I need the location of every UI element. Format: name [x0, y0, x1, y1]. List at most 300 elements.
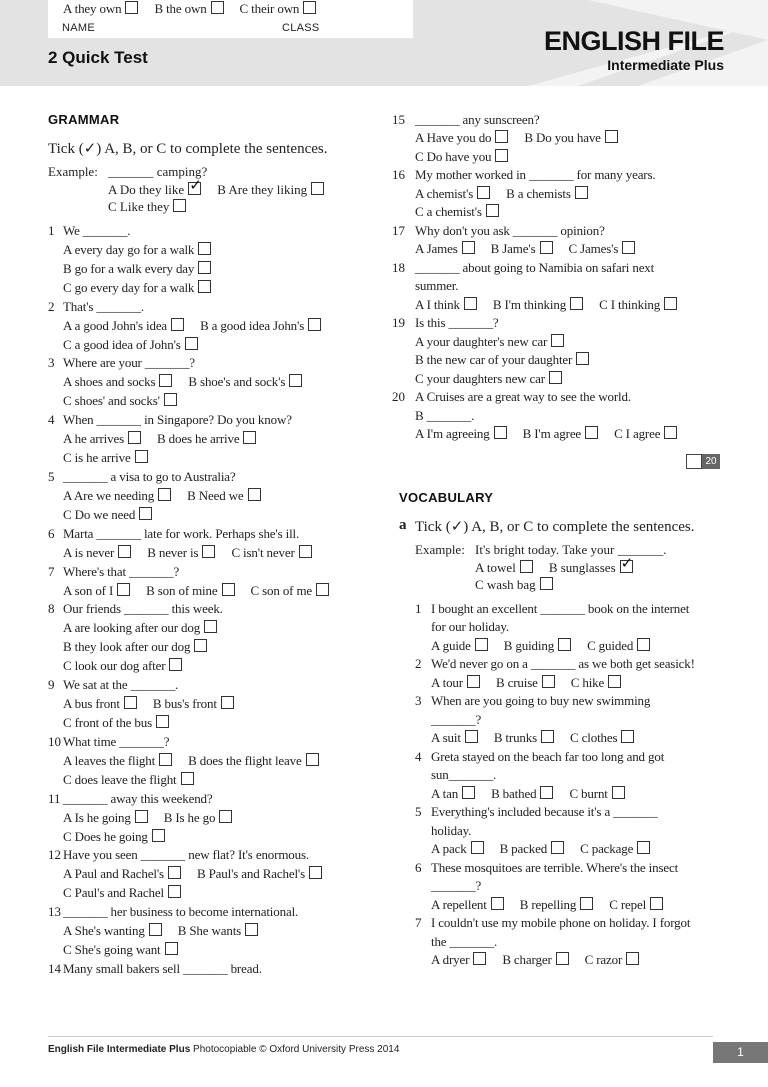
- answer-checkbox[interactable]: [308, 318, 321, 331]
- question-number: 13: [48, 904, 61, 919]
- option-text: B does the flight leave: [188, 753, 302, 768]
- option-text: B bus's front: [152, 696, 217, 711]
- answer-checkbox[interactable]: [221, 696, 234, 709]
- answer-checkbox[interactable]: [165, 942, 178, 955]
- answer-checkbox[interactable]: [198, 280, 211, 293]
- option-text: C front of the bus: [63, 715, 153, 730]
- option-text: A tour: [431, 675, 463, 690]
- question-number: 2: [48, 299, 55, 314]
- answer-checkbox[interactable]: [168, 885, 181, 898]
- answer-checkbox[interactable]: [219, 810, 232, 823]
- answer-options: [415, 425, 693, 442]
- question-text: [431, 618, 509, 635]
- question-number: 4: [415, 749, 422, 764]
- option-text: A son of I: [63, 583, 114, 598]
- question-text: [63, 354, 195, 371]
- answer-options: [63, 449, 164, 466]
- answer-checkbox[interactable]: [664, 297, 677, 310]
- answer-options: [63, 373, 318, 390]
- question-number: 2: [415, 656, 422, 671]
- option-text: holiday.: [431, 823, 472, 838]
- question-number: 9: [48, 677, 55, 692]
- option-text: C a chemist's: [415, 204, 482, 219]
- answer-checkbox[interactable]: [473, 952, 486, 965]
- answer-checkbox[interactable]: [477, 186, 490, 199]
- question-number: 7: [415, 915, 422, 930]
- option-text: These mosquitoes are terrible. Where's the insect: [431, 860, 679, 875]
- answer-checkbox[interactable]: [637, 638, 650, 651]
- answer-checkbox[interactable]: [462, 241, 475, 254]
- answer-checkbox[interactable]: [159, 374, 172, 387]
- question-number: 7: [48, 564, 55, 579]
- question-text: [63, 903, 298, 920]
- question-text: [63, 846, 309, 863]
- option-text: B Do you have: [524, 130, 601, 145]
- answer-checkbox[interactable]: [173, 199, 186, 212]
- question-text: [431, 914, 690, 931]
- question-text: [63, 563, 179, 580]
- answer-checkbox[interactable]: [128, 431, 141, 444]
- question-text: [415, 222, 605, 239]
- answer-checkbox[interactable]: [540, 241, 553, 254]
- option-text: That's _______.: [63, 299, 144, 314]
- answer-checkbox[interactable]: [556, 952, 569, 965]
- example-option-c: C Like they: [108, 198, 202, 215]
- answer-checkbox[interactable]: [494, 426, 507, 439]
- question-number: 6: [48, 526, 55, 541]
- option-text: C She's going want: [63, 942, 161, 957]
- answer-checkbox[interactable]: [164, 393, 177, 406]
- option-text: Where are your _______?: [63, 355, 195, 370]
- answer-options: [431, 674, 637, 691]
- answer-options: [415, 333, 580, 350]
- option-text: A shoes and socks: [63, 374, 156, 389]
- option-text: C Do we need: [63, 507, 136, 522]
- answer-options: [415, 296, 693, 313]
- vocabulary-heading: VOCABULARY: [399, 490, 494, 505]
- answer-options: [63, 0, 332, 17]
- question-number: 5: [48, 469, 55, 484]
- answer-checkbox[interactable]: [125, 1, 138, 14]
- answer-checkbox[interactable]: [135, 450, 148, 463]
- option-text: Have you seen _______ new flat? It's enormous.: [63, 847, 309, 862]
- footer-divider: [48, 1036, 713, 1037]
- option-text: _______ any sunscreen?: [415, 112, 540, 127]
- option-text: C is he arrive: [63, 450, 131, 465]
- option-text: C Paul's and Rachel: [63, 885, 164, 900]
- answer-checkbox[interactable]: [188, 176, 202, 195]
- question-text: [431, 600, 689, 617]
- question-number: 6: [415, 860, 422, 875]
- option-text: A I'm agreeing: [415, 426, 490, 441]
- answer-checkbox[interactable]: [465, 730, 478, 743]
- answer-checkbox[interactable]: [620, 554, 634, 573]
- score-input[interactable]: [686, 454, 702, 469]
- option-text: A is never: [63, 545, 115, 560]
- answer-checkbox[interactable]: [471, 841, 484, 854]
- option-text: I couldn't use my mobile phone on holiday. I forgot: [431, 915, 691, 930]
- answer-options: [63, 279, 227, 296]
- answer-checkbox[interactable]: [486, 204, 499, 217]
- option-text: for our holiday.: [431, 619, 509, 634]
- option-text: Greta stayed on the beach far too long and got: [431, 749, 665, 764]
- option-text: C hike: [570, 675, 605, 690]
- answer-checkbox[interactable]: [580, 897, 593, 910]
- option-text: C repel: [609, 897, 647, 912]
- answer-checkbox[interactable]: [198, 242, 211, 255]
- question-text: [63, 411, 292, 428]
- answer-options: [63, 260, 227, 277]
- example-stem: It's bright today. Take your _______.: [475, 542, 667, 557]
- option-text: Where's that _______?: [63, 564, 180, 579]
- question-text: [63, 676, 178, 693]
- answer-checkbox[interactable]: [124, 696, 137, 709]
- option-text: C I agree: [614, 426, 661, 441]
- answer-checkbox[interactable]: [306, 753, 319, 766]
- option-text: C go every day for a walk: [63, 280, 195, 295]
- answer-options: [63, 392, 193, 409]
- answer-checkbox[interactable]: [194, 639, 207, 652]
- option-text: C their own: [239, 1, 300, 16]
- answer-checkbox[interactable]: [309, 866, 322, 879]
- option-text: A every day go for a walk: [63, 242, 195, 257]
- option-text: _______ a visa to go to Australia?: [63, 469, 236, 484]
- question-number: 1: [48, 223, 55, 238]
- question-text: [63, 525, 299, 542]
- question-text: [63, 600, 223, 617]
- option-text: A She's wanting: [63, 923, 145, 938]
- answer-checkbox[interactable]: [139, 507, 152, 520]
- answer-checkbox[interactable]: [181, 772, 194, 785]
- answer-checkbox[interactable]: [650, 897, 663, 910]
- answer-checkbox[interactable]: [467, 675, 480, 688]
- answer-checkbox[interactable]: [558, 638, 571, 651]
- answer-options: [415, 148, 524, 165]
- option-text: C son of me: [250, 583, 313, 598]
- option-text: I bought an excellent _______ book on the internet: [431, 601, 690, 616]
- option-text: B son of mine: [146, 583, 218, 598]
- option-text: the _______.: [431, 934, 498, 949]
- option-text: B packed: [499, 841, 548, 856]
- example-label: Example:: [415, 542, 465, 557]
- option-text: C Do have you: [415, 149, 492, 164]
- option-text: B trunks: [493, 730, 538, 745]
- answer-checkbox[interactable]: [117, 583, 130, 596]
- answer-checkbox[interactable]: [222, 583, 235, 596]
- option-text: C guided: [587, 638, 634, 653]
- answer-checkbox[interactable]: [204, 620, 217, 633]
- question-text: [431, 859, 678, 876]
- answer-checkbox[interactable]: [551, 334, 564, 347]
- tick-icon: ✓: [620, 554, 634, 572]
- option-text: B Is he go: [163, 810, 216, 825]
- question-text: [63, 960, 262, 977]
- question-number: 19: [392, 315, 405, 330]
- answer-options: [63, 865, 338, 882]
- example-option-a: A towel B sunglasses ✓: [475, 554, 634, 575]
- question-text: [431, 803, 658, 820]
- grammar-score-box: [686, 454, 720, 469]
- answer-checkbox[interactable]: [168, 866, 181, 879]
- answer-checkbox[interactable]: [118, 545, 131, 558]
- option-text: _______ about going to Namibia on safari next: [415, 260, 655, 275]
- question-text: [63, 468, 236, 485]
- question-text: [415, 314, 499, 331]
- answer-options: [63, 506, 168, 523]
- vocab-part-label: a: [399, 517, 407, 533]
- question-number: 18: [392, 260, 405, 275]
- answer-options: [415, 185, 604, 202]
- question-number: 17: [392, 223, 405, 238]
- answer-checkbox[interactable]: [475, 638, 488, 651]
- footer-copyright: Photocopiable © Oxford University Press 2014: [193, 1044, 400, 1055]
- answer-checkbox[interactable]: [540, 577, 553, 590]
- question-number: 3: [415, 693, 422, 708]
- option-text: A are looking after our dog: [63, 620, 201, 635]
- example-label: Example:: [48, 164, 98, 179]
- option-text: A they own: [63, 1, 122, 16]
- option-text: A tan: [431, 786, 459, 801]
- answer-checkbox[interactable]: [575, 186, 588, 199]
- option-text: A your daughter's new car: [415, 334, 548, 349]
- answer-checkbox[interactable]: [551, 841, 564, 854]
- answer-checkbox[interactable]: [149, 923, 162, 936]
- answer-checkbox[interactable]: [576, 352, 589, 365]
- question-number: 4: [48, 412, 55, 427]
- option-text: C does leave the flight: [63, 772, 177, 787]
- answer-checkbox[interactable]: [541, 730, 554, 743]
- example-option-a: A Do they like ✓ B Are they liking: [108, 181, 340, 198]
- option-text: B the new car of your daughter: [415, 352, 573, 367]
- answer-checkbox[interactable]: [202, 545, 215, 558]
- option-text: B I'm agree: [522, 426, 582, 441]
- option-text: A guide: [431, 638, 471, 653]
- question-number: 11: [48, 791, 61, 806]
- answer-options: [431, 896, 679, 913]
- answer-checkbox[interactable]: [245, 923, 258, 936]
- option-text: A repellent: [431, 897, 487, 912]
- brand-title: ENGLISH FILE: [543, 26, 724, 56]
- answer-checkbox[interactable]: [626, 952, 639, 965]
- answer-checkbox[interactable]: [608, 675, 621, 688]
- option-text: B cruise: [495, 675, 538, 690]
- question-number: 12: [48, 847, 61, 862]
- answer-checkbox[interactable]: [637, 841, 650, 854]
- question-text: [63, 298, 144, 315]
- option-text: A he arrives: [63, 431, 125, 446]
- option-text: A Paul and Rachel's: [63, 866, 164, 881]
- option-text: B She wants: [177, 923, 242, 938]
- question-text: [431, 711, 481, 728]
- answer-checkbox[interactable]: [316, 583, 329, 596]
- answer-options: [415, 351, 605, 368]
- answer-options: [63, 922, 274, 939]
- vocabulary-instruction: Tick (✓) A, B, or C to complete the sentences.: [415, 519, 695, 535]
- answer-checkbox[interactable]: [464, 297, 477, 310]
- question-number: 14: [48, 961, 61, 976]
- option-text: B charger: [502, 952, 552, 967]
- answer-checkbox[interactable]: [135, 810, 148, 823]
- option-text: A Are we needing: [63, 488, 155, 503]
- answer-options: [63, 752, 335, 769]
- question-text: [415, 111, 540, 128]
- answer-checkbox[interactable]: [664, 426, 677, 439]
- question-text: [415, 166, 656, 183]
- answer-checkbox[interactable]: [158, 488, 171, 501]
- question-text: [63, 222, 130, 239]
- score-total: 20: [702, 454, 720, 469]
- answer-options: [63, 809, 248, 826]
- option-text: A Have you do: [415, 130, 492, 145]
- answer-checkbox[interactable]: [185, 337, 198, 350]
- question-text: [431, 877, 481, 894]
- example-stem: _______ camping?: [108, 164, 208, 179]
- option-text: B they look after our dog: [63, 639, 191, 654]
- option-text: A dryer: [431, 952, 470, 967]
- answer-checkbox[interactable]: [491, 897, 504, 910]
- option-text: A Is he going: [63, 810, 131, 825]
- answer-checkbox[interactable]: [171, 318, 184, 331]
- question-text: [415, 388, 631, 405]
- option-text: C clothes: [570, 730, 618, 745]
- question-number: 1: [415, 601, 422, 616]
- option-text: A leaves the flight: [63, 753, 156, 768]
- answer-checkbox[interactable]: [585, 426, 598, 439]
- option-text: B does he arrive: [157, 431, 240, 446]
- option-text: B bathed: [491, 786, 537, 801]
- answer-checkbox[interactable]: [248, 488, 261, 501]
- question-text: [415, 407, 474, 424]
- option-text: B Need we: [187, 488, 244, 503]
- option-text: C razor: [584, 952, 623, 967]
- answer-checkbox[interactable]: [159, 753, 172, 766]
- option-text: C Does he going: [63, 829, 148, 844]
- option-text: B guiding: [503, 638, 555, 653]
- answer-checkbox[interactable]: [612, 786, 625, 799]
- question-text: [431, 822, 471, 839]
- option-text: A pack: [431, 841, 467, 856]
- answer-checkbox[interactable]: [198, 261, 211, 274]
- option-text: A chemist's: [415, 186, 474, 201]
- question-text: [63, 733, 169, 750]
- option-text: B the own: [154, 1, 207, 16]
- question-number: 3: [48, 355, 55, 370]
- grammar-instruction: Tick (✓) A, B, or C to complete the sentences.: [48, 141, 328, 157]
- option-text: Everything's included because it's a _______: [431, 804, 658, 819]
- option-text: C package: [580, 841, 634, 856]
- option-text: When are you going to buy new swimming: [431, 693, 651, 708]
- option-text: C your daughters new car: [415, 371, 545, 386]
- answer-checkbox[interactable]: [462, 786, 475, 799]
- question-text: [415, 277, 458, 294]
- answer-checkbox[interactable]: [495, 130, 508, 143]
- option-text: Many small bakers sell _______ bread.: [63, 961, 262, 976]
- option-text: A I think: [415, 297, 460, 312]
- option-text: C I thinking: [599, 297, 661, 312]
- option-text: B repelling: [519, 897, 577, 912]
- option-text: sun_______.: [431, 767, 497, 782]
- answer-checkbox[interactable]: [520, 560, 533, 573]
- answer-checkbox[interactable]: [299, 545, 312, 558]
- answer-checkbox[interactable]: [289, 374, 302, 387]
- answer-checkbox[interactable]: [311, 182, 324, 195]
- answer-checkbox[interactable]: [211, 1, 224, 14]
- option-text: What time _______?: [63, 734, 170, 749]
- question-text: [431, 748, 664, 765]
- option-text: B shoe's and sock's: [188, 374, 286, 389]
- grammar-heading: GRAMMAR: [48, 112, 120, 127]
- page-number: 1: [713, 1042, 768, 1063]
- answer-options: [63, 941, 194, 958]
- answer-checkbox[interactable]: [495, 149, 508, 162]
- option-text: B a chemists: [506, 186, 571, 201]
- option-text: _______?: [431, 712, 482, 727]
- answer-options: [431, 951, 655, 968]
- answer-options: [63, 487, 277, 504]
- option-text: C look our dog after: [63, 658, 166, 673]
- answer-options: [415, 203, 515, 220]
- answer-checkbox[interactable]: [540, 786, 553, 799]
- answer-options: [431, 840, 666, 857]
- option-text: A Cruises are a great way to see the world.: [415, 389, 631, 404]
- answer-checkbox[interactable]: [303, 1, 316, 14]
- question-text: [415, 259, 654, 276]
- option-text: B a good idea John's: [200, 318, 305, 333]
- answer-options: [63, 714, 185, 731]
- answer-checkbox[interactable]: [169, 658, 182, 671]
- answer-checkbox[interactable]: [622, 241, 635, 254]
- answer-options: [431, 729, 650, 746]
- option-text: We'd never go on a _______ as we both get seasick!: [431, 656, 695, 671]
- option-text: B I'm thinking: [492, 297, 567, 312]
- answer-checkbox[interactable]: [152, 829, 165, 842]
- option-text: C burnt: [569, 786, 608, 801]
- answer-checkbox[interactable]: [621, 730, 634, 743]
- option-text: Our friends _______ this week.: [63, 601, 223, 616]
- option-text: _______ her business to become international.: [63, 904, 299, 919]
- option-text: B never is: [147, 545, 199, 560]
- question-text: [431, 933, 497, 950]
- name-label: NAME: [62, 22, 95, 34]
- answer-checkbox[interactable]: [542, 675, 555, 688]
- answer-options: [63, 619, 233, 636]
- answer-options: [63, 657, 198, 674]
- option-text: C shoes' and socks': [63, 393, 160, 408]
- option-text: _______ away this weekend?: [63, 791, 213, 806]
- option-text: A James: [415, 241, 458, 256]
- option-text: B Jame's: [490, 241, 536, 256]
- answer-options: [63, 695, 250, 712]
- answer-checkbox[interactable]: [605, 130, 618, 143]
- answer-options: [63, 430, 272, 447]
- question-number: 8: [48, 601, 55, 616]
- test-title: 2 Quick Test: [48, 48, 148, 67]
- answer-checkbox[interactable]: [549, 371, 562, 384]
- answer-options: [415, 129, 634, 146]
- answer-checkbox[interactable]: [156, 715, 169, 728]
- answer-options: [63, 638, 223, 655]
- option-text: B Paul's and Rachel's: [196, 866, 306, 881]
- answer-checkbox[interactable]: [570, 297, 583, 310]
- option-text: Is this _______?: [415, 315, 499, 330]
- question-text: [431, 655, 695, 672]
- answer-checkbox[interactable]: [243, 431, 256, 444]
- option-text: We _______.: [63, 223, 131, 238]
- option-text: My mother worked in _______ for many years.: [415, 167, 656, 182]
- question-text: [431, 692, 650, 709]
- option-text: A bus front: [63, 696, 120, 711]
- option-text: _______?: [431, 878, 482, 893]
